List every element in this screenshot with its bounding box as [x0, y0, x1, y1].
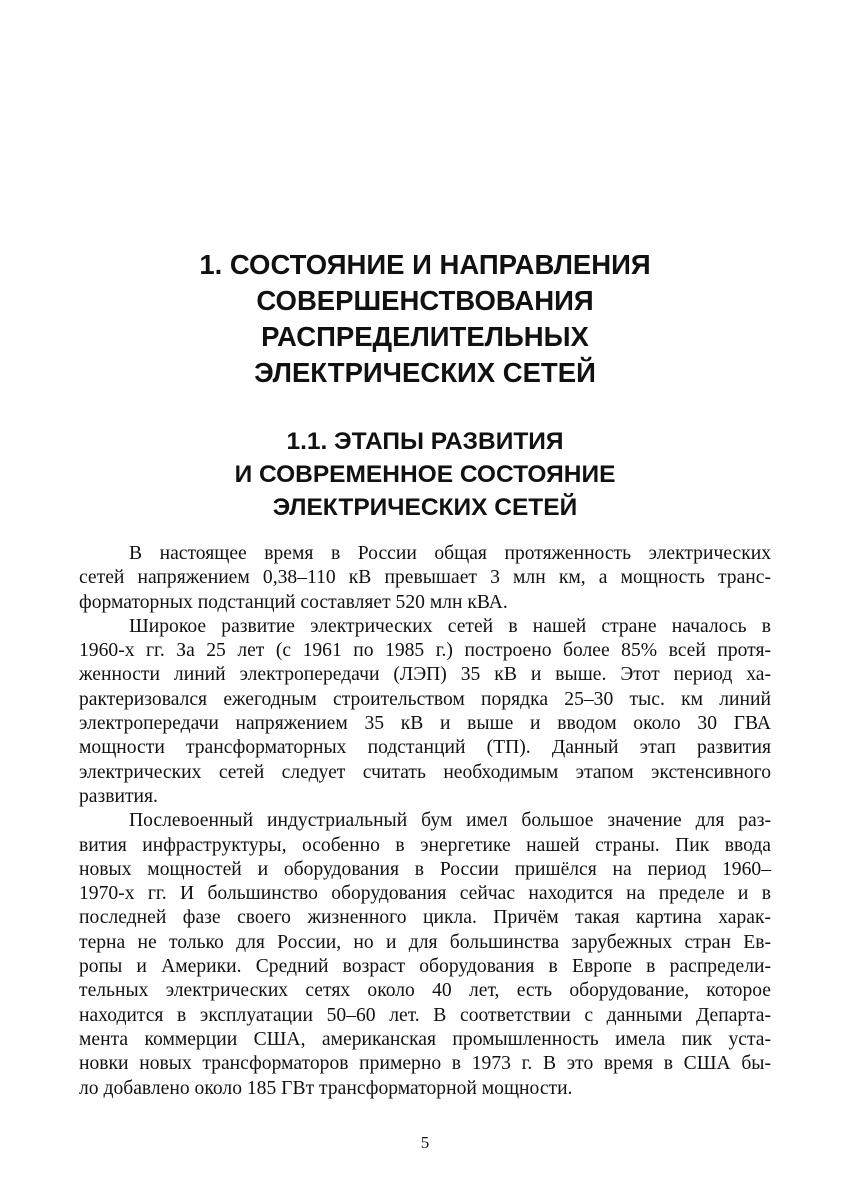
section-title-line: 1.1. ЭТАПЫ РАЗВИТИЯ: [286, 428, 564, 455]
text-line: форматорных подстанций составляет 520 млн кВА.: [79, 591, 508, 613]
text-line: рактеризовался ежегодным строительством порядка 25–30 тыс. км линий: [79, 688, 771, 710]
text-line: тельных электрических сетях около 40 лет, есть оборудование, которое: [79, 980, 771, 1002]
text-line: мощности трансформаторных подстанций (ТП). Данный этап развития: [79, 737, 771, 759]
text-line: 1970-х гг. И большинство оборудования сейчас находится на пределе и в: [79, 883, 771, 905]
text-line: последней фазе своего жизненного цикла. Причём такая картина харак-: [79, 907, 771, 929]
section-title: [80, 425, 770, 524]
chapter-title-line: СОВЕРШЕНСТВОВАНИЯ: [256, 285, 594, 316]
section-title-line: И СОВРЕМЕННОЕ СОСТОЯНИЕ: [234, 461, 616, 488]
text-line: Послевоенный индустриальный бум имел большое значение для раз-: [129, 810, 771, 832]
text-line: женности линий электропередачи (ЛЭП) 35 кВ и выше. Этот период ха-: [79, 664, 771, 686]
text-line: новки новых трансформаторов примерно в 1973 г. В это время в США бы-: [79, 1053, 771, 1075]
text-line: 1960-х гг. За 25 лет (с 1961 по 1985 г.) построено более 85% всей протя-: [79, 640, 771, 662]
text-line: ропы и Америки. Средний возраст оборудования в Европе в распредели-: [79, 956, 771, 978]
text-line: сетей напряжением 0,38–110 кВ превышает 3 млн км, а мощность транс-: [79, 567, 771, 589]
text-line: Широкое развитие электрических сетей в нашей стране началось в: [129, 615, 771, 637]
text-line: новых мощностей и оборудования в России пришёлся на период 1960–: [79, 858, 771, 880]
text-line: находится в эксплуатации 50–60 лет. В соответствии с данными Департа-: [79, 1004, 771, 1026]
chapter-title-line: 1. СОСТОЯНИЕ И НАПРАВЛЕНИЯ: [199, 249, 651, 280]
chapter-title-line: РАСПРЕДЕЛИТЕЛЬНЫХ: [261, 321, 589, 352]
section-title-line: ЭЛЕКТРИЧЕСКИХ СЕТЕЙ: [272, 494, 578, 521]
body-text: [79, 542, 771, 1101]
text-line: мента коммерции США, американская промышленность имела пик уста-: [79, 1028, 771, 1050]
text-line: вития инфраструктуры, особенно в энергетике нашей страны. Пик ввода: [79, 834, 771, 856]
chapter-title-line: ЭЛЕКТРИЧЕСКИХ СЕТЕЙ: [254, 357, 596, 388]
text-line: терна не только для России, но и для большинства зарубежных стран Ев-: [79, 931, 771, 953]
text-line: электропередачи напряжением 35 кВ и выше и вводом около 30 ГВА: [79, 713, 771, 735]
text-line: ло добавлено около 185 ГВт трансформаторной мощности.: [79, 1077, 573, 1099]
page-number: 5: [420, 1133, 430, 1152]
text-line: развития.: [79, 785, 158, 807]
text-line: В настоящее время в России общая протяженность электрических: [129, 543, 771, 564]
paragraph: [79, 615, 771, 809]
paragraph: [79, 542, 771, 615]
text-line: электрических сетей следует считать необходимым этапом экстенсивного: [79, 761, 771, 783]
chapter-title: [80, 247, 770, 391]
paragraph: [79, 809, 771, 1101]
